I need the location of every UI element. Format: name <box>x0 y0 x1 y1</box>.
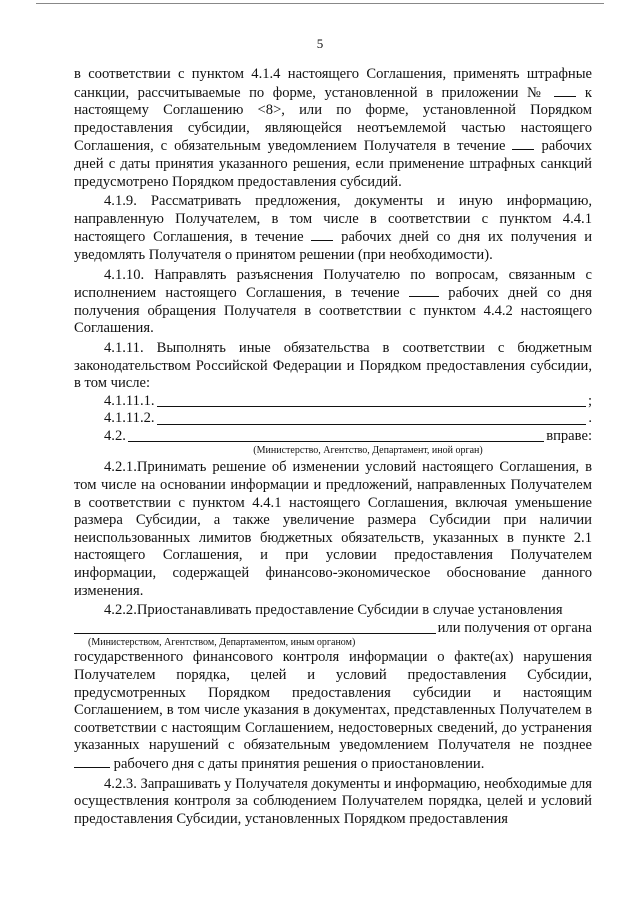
paragraph-4-2-2-continued: государственного финансового контроля информации о факте(ах) нарушения Получателем порядка, целей и условий предоставления Субсидии, предусмотренных Порядком предоставления субсидии и настоящим Соглашением, в том числе указания в документах, представленных Получателем в соответствии с настоящим Соглашением, недостоверных сведений, до устранения указанных нарушений с обязательным уведомлением Получателя не позднее рабочего дня с даты принятия решения о приостановлении. <box>74 649 592 772</box>
blank-field <box>512 137 534 150</box>
fill-line <box>157 411 587 425</box>
paragraph-intro: в соответствии с пунктом 4.1.4 настоящего Соглашения, применять штрафные санкции, рассчитываемые по форме, установленной в приложении № к настоящему Соглашению <8>, или по форме, установленной Порядком предоставления субсидии, являющейся неотъемлемой частью настоящего Соглашения, с обязательным уведомлением Получателя в течение рабочих дней с даты принятия указанного решения, если применение штрафных санкций предусмотрено Порядком предоставления субсидий. <box>74 66 593 190</box>
fill-line <box>74 620 436 634</box>
paragraph-4-1-11: 4.1.11. Выполнять иные обязательства в соответствии с бюджетным законодательством Российской Федерации и Порядком предоставления субсидии, в том числе: <box>74 339 592 392</box>
page-number: 5 <box>316 36 324 51</box>
caption-authority-instrumental: (Министерством, Агентством, Департаментом, иным органом) <box>88 637 356 649</box>
document-body <box>74 66 592 828</box>
paragraph-4-1-9: 4.1.9. Рассматривать предложения, документы и иную информацию, направленную Получателем, в том числе в соответствии с пунктом 4.4.1 настоящего Соглашения, в течение рабочих дней со дня их получения и уведомлять Получателя о принятом решении (при необходимости). <box>74 193 593 263</box>
blank-field <box>554 84 576 97</box>
blank-field <box>74 755 110 768</box>
item-4-1-11-2: 4.1.11.2. . <box>104 410 592 427</box>
paragraph-4-2-3: 4.2.3. Запрашивать у Получателя документы и информацию, необходимые для осуществления контроля за соблюдением Получателем порядка, целей и условий предоставления Субсидии, установленных Порядком предоставления <box>74 775 592 827</box>
paragraph-4-1-10: 4.1.10. Направлять разъяснения Получателю по вопросам, связанным с исполнением настоящего Соглашения, в течение рабочих дней со дня получения обращения Получателя в соответствии с пунктом 4.4.2 настоящего Соглашения. <box>74 266 592 337</box>
caption-authority: (Министерство, Агентство, Департамент, иной орган) <box>253 445 483 457</box>
paragraph-4-2-2: 4.2.2.Приостанавливать предоставление Субсидии в случае установления <box>104 602 563 619</box>
page-top-edge <box>36 3 604 4</box>
item-4-2: 4.2. вправе: <box>104 427 592 444</box>
blank-field <box>409 284 439 297</box>
paragraph-4-2-1: 4.2.1.Принимать решение об изменении условий настоящего Соглашения, в том числе на основании информации и предложений, направленных Получателем в соответствии с пунктом 4.4.1 настоящего Соглашения, включая уменьшение размера Субсидии, а также увеличение размера Субсидии при наличии неиспользованных лимитов бюджетных обязательств, указанных в пункте 2.1 настоящего Соглашения, и при условии предоставления Получателем информации, содержащей финансово-экономическое обоснование данного изменения. <box>74 459 592 599</box>
paragraph-4-2-2-line: или получения от органа <box>74 620 592 638</box>
fill-line <box>157 393 586 407</box>
fill-line <box>128 428 544 442</box>
item-4-1-11-1: 4.1.11.1. ; <box>104 392 592 409</box>
blank-field <box>311 228 333 241</box>
